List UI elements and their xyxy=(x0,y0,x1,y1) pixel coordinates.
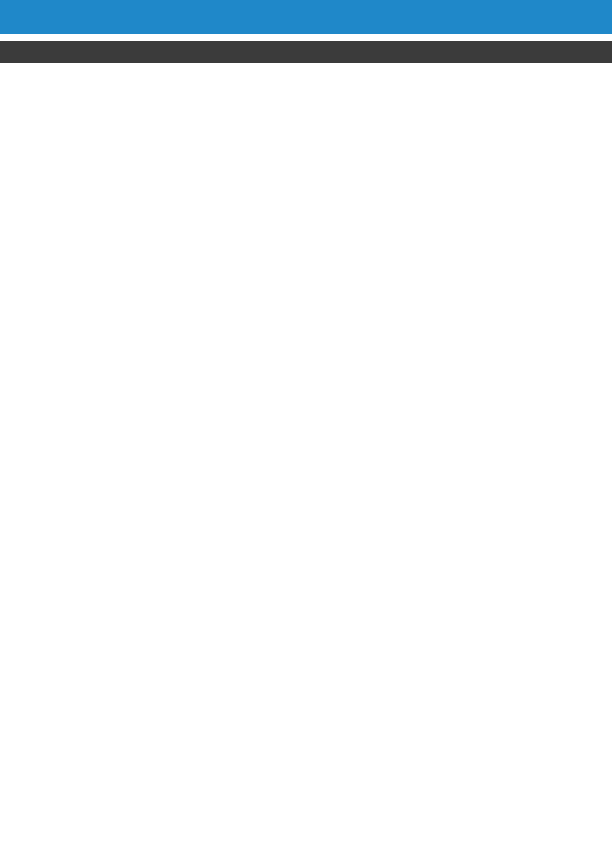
title-bar xyxy=(0,0,612,34)
page-title xyxy=(8,7,10,28)
supply-bar xyxy=(0,41,612,63)
